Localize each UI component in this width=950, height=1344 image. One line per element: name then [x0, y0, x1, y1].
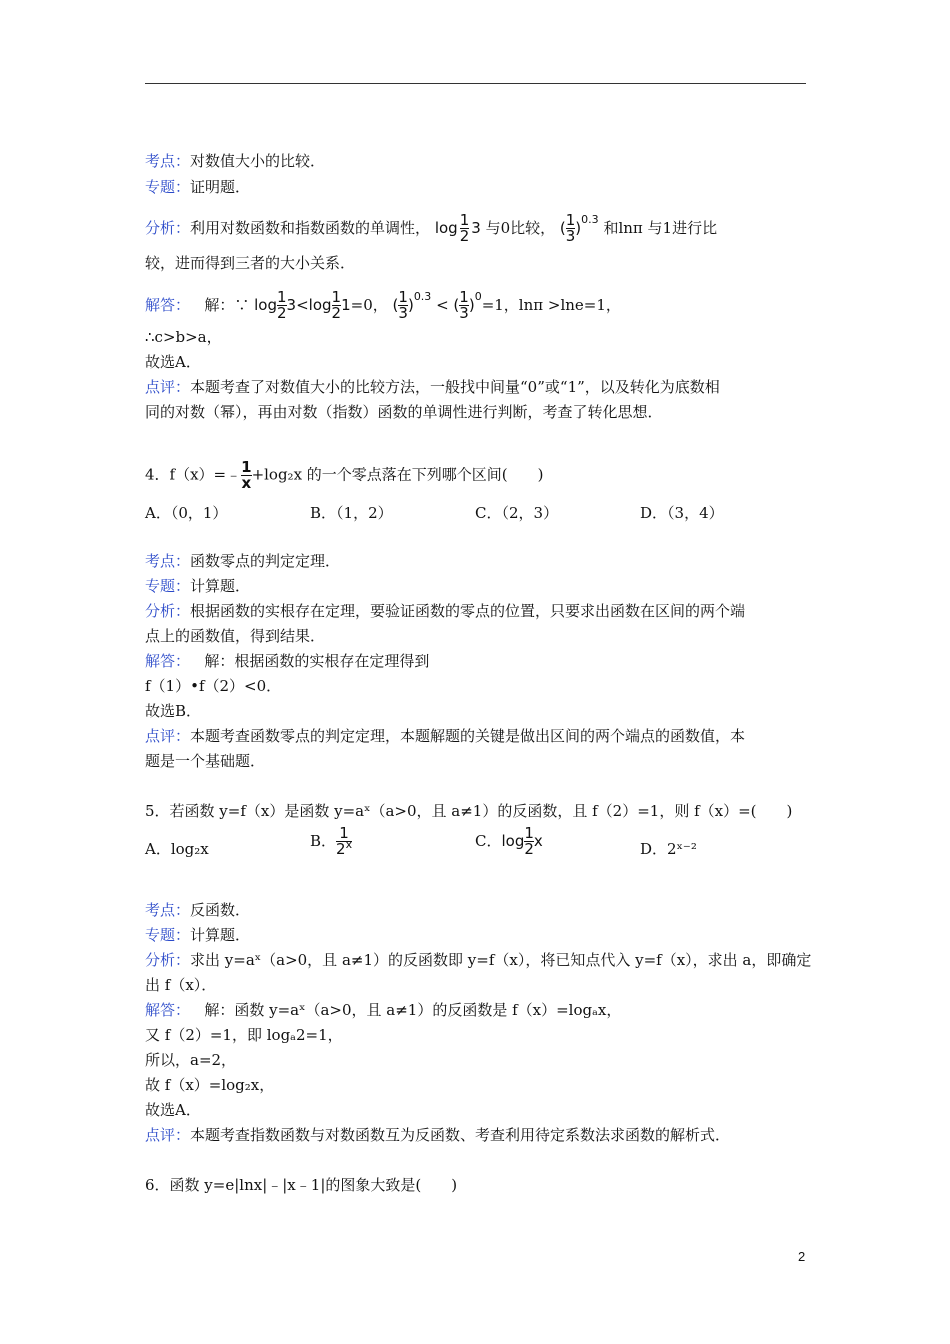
- q4-stem: [145, 460, 544, 491]
- q5-dianping: [145, 1125, 730, 1145]
- third-pow-0.3: ( $\frac{1}{3}$ )$^{0.3}$: [559, 211, 599, 245]
- s3-zhuanti: [145, 177, 250, 197]
- s3-dianping: [145, 377, 720, 397]
- label-zhuanti: 专题：: [145, 926, 191, 944]
- q5-line3: 所以，a=2，: [145, 1051, 237, 1069]
- third-pow-0.3: ( $\frac{1}{3}$ )$^{0.3}$: [392, 288, 432, 322]
- q4-answer: 故选B．: [145, 702, 202, 720]
- third-pow-0: ( $\frac{1}{3}$ )$^0$: [453, 288, 482, 322]
- label-fenxi: 分析：: [145, 219, 191, 237]
- label-zhuanti: 专题：: [145, 178, 191, 196]
- text: 证明题．: [190, 178, 251, 196]
- label-dianping: 点评：: [145, 727, 191, 745]
- q5-fenxi2: 出 f（x）．: [145, 976, 217, 994]
- q4-jieda2: f（1）•f（2）<0．: [145, 677, 282, 695]
- q5-option-b: [310, 826, 352, 858]
- q4-option-d: D．（3，4）: [640, 504, 724, 522]
- page-number: 2: [798, 1249, 806, 1264]
- text: 求出 y=aˣ（a>0，且 a≠1）的反函数即 y=f（x），将已知点代入 y=f（x），求出 a，即确定: [190, 951, 812, 969]
- s3-fenxi2: 较，进而得到三者的大小关系．: [145, 254, 356, 272]
- text: 根据函数的实根存在定理，要验证函数的零点的位置，只要求出函数在区间的两个端: [190, 602, 746, 620]
- label-jieda: 解答：: [145, 1001, 191, 1019]
- text: 本题考查函数零点的判定定理，本题解题的关键是做出区间的两个端点的函数值，本: [190, 727, 746, 745]
- text: 利用对数函数和指数函数的单调性，: [190, 219, 431, 237]
- q6-stem: 6．函数 y=e|lnx|﹣|x﹣1|的图象大致是( ): [145, 1176, 458, 1194]
- q4-fenxi2: 点上的函数值，得到结果．: [145, 627, 326, 645]
- text: 解：∵: [204, 296, 250, 314]
- text: 4．f（x）=﹣: [145, 465, 242, 484]
- text: 函数零点的判定定理．: [190, 552, 341, 570]
- q4-kaodian: [145, 551, 340, 571]
- label-dianping: 点评：: [145, 378, 191, 396]
- s3-conclusion: ∴c>b>a，: [145, 328, 222, 346]
- q5-line2: 又 f（2）=1，即 logₐ2=1，: [145, 1026, 343, 1044]
- q5-line4: 故 f（x）=log₂x，: [145, 1076, 275, 1094]
- text: =0，: [350, 296, 388, 314]
- text: =1，lnπ >lne=1，: [481, 296, 621, 314]
- q5-fenxi: [145, 950, 811, 970]
- label-fenxi: 分析：: [145, 602, 191, 620]
- label-kaodian: 考点：: [145, 152, 191, 170]
- header-rule: [145, 83, 806, 84]
- label-kaodian: 考点：: [145, 901, 191, 919]
- text: 计算题．: [190, 926, 251, 944]
- q4-dianping2: 题是一个基础题．: [145, 752, 266, 770]
- log-half-3: log $\frac{1}{2}$ 3: [254, 288, 297, 322]
- q5-jieda: [145, 1000, 621, 1020]
- q5-zhuanti: [145, 925, 250, 945]
- text: 本题考查指数函数与对数函数互为反函数、考查利用待定系数法求函数的解析式．: [190, 1126, 731, 1144]
- text: 对数值大小的比较．: [190, 152, 326, 170]
- text: 解：函数 y=aˣ（a>0，且 a≠1）的反函数是 f（x）=logₐx，: [204, 1001, 622, 1019]
- q4-dianping: [145, 726, 745, 746]
- label-jieda: 解答：: [145, 652, 191, 670]
- text: C．: [475, 832, 502, 850]
- q5-stem: 5．若函数 y=f（x）是函数 y=aˣ（a>0，且 a≠1）的反函数，且 f（2）=1，则 f（x）=( ): [145, 802, 793, 820]
- text: 和lnπ 与1进行比: [603, 219, 718, 237]
- text: 本题考查了对数值大小的比较方法，一般找中间量“0”或“1”，以及转化为底数相: [190, 378, 720, 396]
- q4-zhuanti: [145, 576, 250, 596]
- text: 反函数．: [190, 901, 251, 919]
- text: 解：根据函数的实根存在定理得到: [204, 652, 430, 670]
- q4-jieda: [145, 651, 429, 671]
- q5-option-a: A．log₂x: [145, 840, 209, 858]
- text: 计算题．: [190, 577, 251, 595]
- s3-kaodian: [145, 151, 325, 171]
- q4-option-a: A．（0，1）: [145, 504, 228, 522]
- one-over-2x: $\frac{1}{2^x}$: [336, 824, 353, 858]
- q5-option-d: D．2ˣ⁻²: [640, 840, 697, 858]
- s3-answer: 故选A．: [145, 353, 201, 371]
- q4-option-c: C．（2，3）: [475, 504, 559, 522]
- q5-kaodian: [145, 900, 250, 920]
- q4-fenxi: [145, 601, 745, 621]
- log-half-3: log $\frac{1}{2}$ 3: [434, 211, 481, 245]
- text: 与0比较，: [485, 219, 556, 237]
- q5-option-c: [475, 826, 543, 857]
- q4-option-b: B．（1，2）: [310, 504, 393, 522]
- label-zhuanti: 专题：: [145, 577, 191, 595]
- s3-dianping2: 同的对数（幂），再由对数（指数）函数的单调性进行判断，考查了转化思想．: [145, 403, 663, 421]
- label-jieda: 解答：: [145, 296, 191, 314]
- label-fenxi: 分析：: [145, 951, 191, 969]
- s3-jieda: 解答： 解：∵ log $\frac{1}{2}$ 3<log $\frac{1}{2}$ 1=0， ( $\frac{1}{3}$ )$^{0.3}$ < ( $\frac{1}{3}$ )$^0$=1，lnπ >lne=1，: [145, 288, 621, 322]
- label-dianping: 点评：: [145, 1126, 191, 1144]
- text: +log₂x 的一个零点落在下列哪个区间( ): [251, 465, 544, 484]
- text: B．: [310, 832, 337, 850]
- log-half-x: log $\frac{1}{2}$ x: [501, 824, 543, 858]
- log-half-1: log $\frac{1}{2}$ 1: [308, 288, 351, 322]
- s3-fenxi: [145, 213, 717, 244]
- label-kaodian: 考点：: [145, 552, 191, 570]
- q5-answer: 故选A．: [145, 1101, 201, 1119]
- one-over-x: $\frac{1}{x}$: [241, 458, 252, 492]
